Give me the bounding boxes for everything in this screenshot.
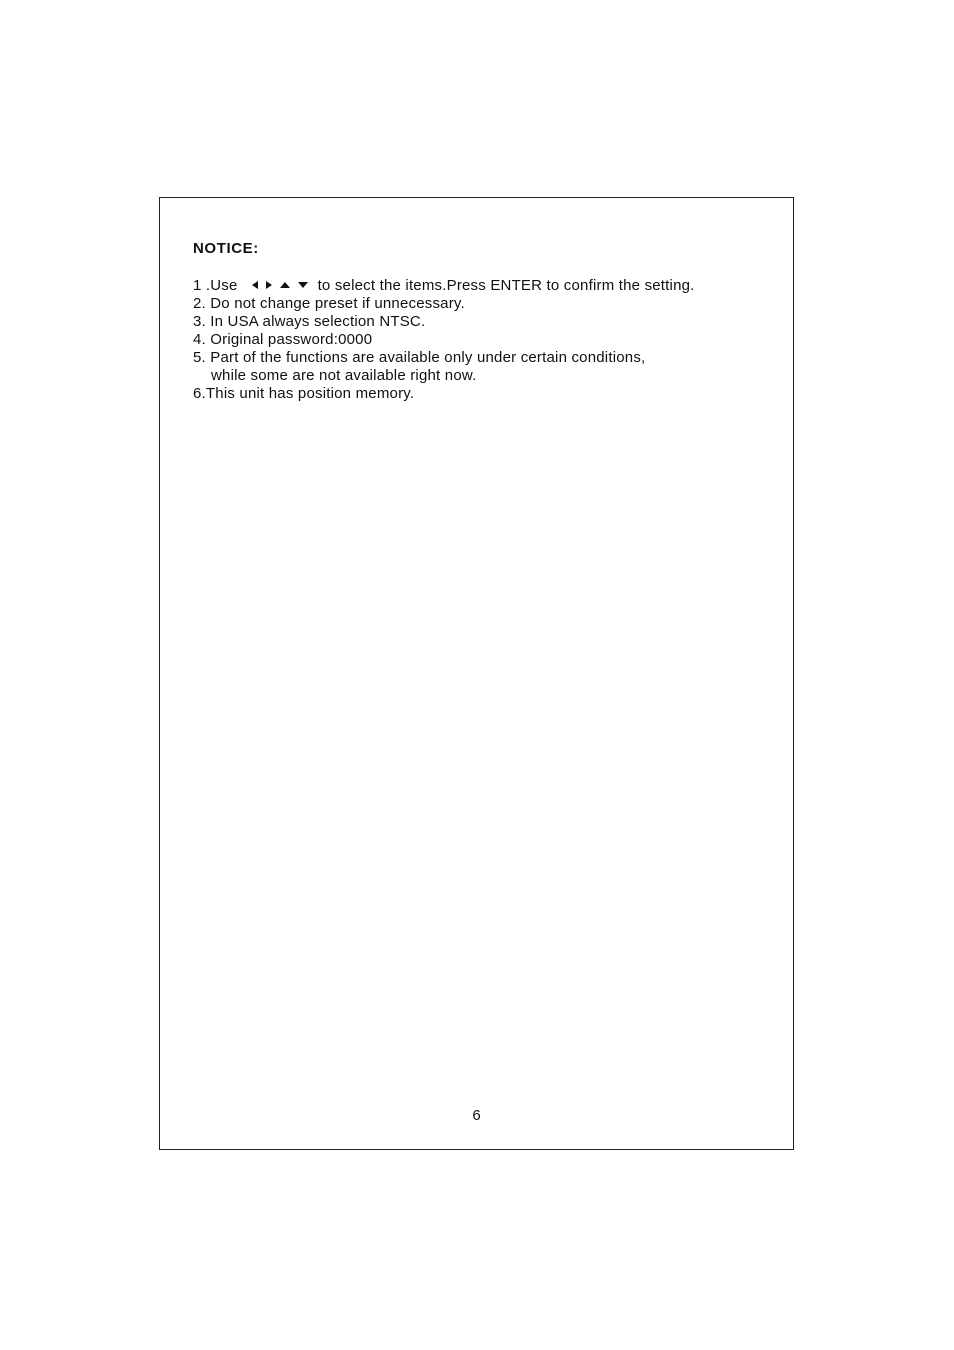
notice-item-5-line-2: while some are not available right now. [211,367,477,384]
down-arrow-icon [298,282,308,288]
notice-list [193,277,783,403]
notice-item-1 [193,277,783,295]
page-number: 6 [472,1107,481,1124]
page-frame [159,197,794,1150]
notice-item-4: 4. Original password:0000 [193,331,373,348]
notice-item-1-suffix: to select the items.Press ENTER to confirm the setting. [317,277,695,294]
up-arrow-icon [280,282,290,288]
left-arrow-icon [252,281,258,289]
navigation-arrows [252,281,308,289]
notice-item-2: 2. Do not change preset if unnecessary. [193,295,465,312]
notice-item-6: 6.This unit has position memory. [193,385,415,402]
notice-item-1-prefix: 1 .Use [193,277,238,294]
notice-item-5-line-1: 5. Part of the functions are available only under certain conditions, [193,349,646,366]
notice-title: NOTICE: [193,240,259,257]
right-arrow-icon [266,281,272,289]
notice-item-3: 3. In USA always selection NTSC. [193,313,426,330]
